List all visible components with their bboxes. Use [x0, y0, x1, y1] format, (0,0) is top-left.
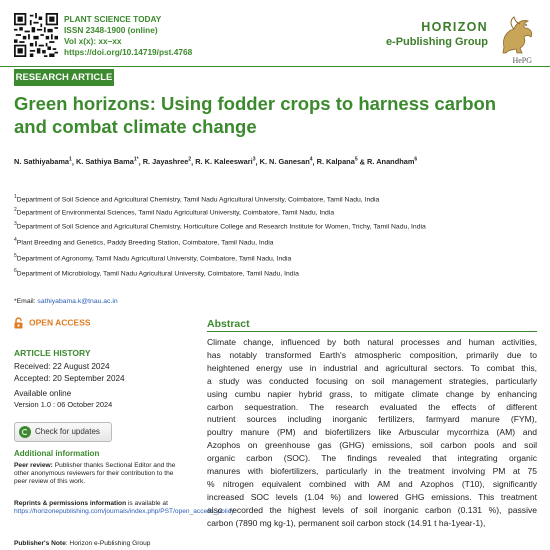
reprints-note: Reprints & permissions information is available at https://horizonepublishing.com/journals/index.php/PST/open_access_policy — [14, 500, 235, 516]
abstract-line: a study was conducted focusing on soil management strategies, particularly — [207, 375, 537, 386]
abstract-line: also recorded the highest levels of soil inorganic carbon (0.131 %), passive — [207, 504, 537, 515]
abstract-line: using cumbu napier hybrid grass, to mitigate climate change by enhancing — [207, 388, 537, 399]
publisher-name — [386, 20, 488, 49]
author: R. Anandham$^6$ — [367, 157, 418, 167]
reprints-link[interactable]: https://horizonepublishing.com/journals/index.php/PST/open_access_policy — [14, 508, 235, 516]
abstract-body — [207, 336, 537, 530]
refresh-icon — [19, 426, 31, 438]
version-info: Version 1.0 : 06 October 2024 — [14, 400, 113, 409]
abstract-line: organic carbon (SOC). The findings revealed that integrating organic — [207, 453, 537, 464]
publisher-line2: e-Publishing Group — [385, 36, 488, 48]
abstract-line: % nitrogen equivalent combined with AM and Azophos (T10), significantly — [207, 478, 537, 489]
abstract-line: manures with biofertilizers, particularly in the treatment involving PM at 75 — [207, 466, 537, 477]
affiliation: $^4$Plant Breeding and Genetics, Paddy Breeding Station, Coimbatore, Tamil Nadu, India — [14, 237, 274, 247]
journal-name: PLANT SCIENCE TODAY — [64, 14, 162, 24]
publisher-logo — [496, 13, 536, 57]
affiliation: $^1$Department of Soil Science and Agricultural Chemistry, Tamil Nadu Agricultural University, Coimbatore, Tamil Nadu, India — [14, 194, 380, 204]
publishers-note: Publisher's Note: Horizon e-Publishing Group — [14, 540, 151, 547]
journal-info — [64, 14, 192, 58]
article-history-heading: ARTICLE HISTORY — [14, 348, 91, 358]
affiliation: $^2$Department of Environmental Sciences, Tamil Nadu Agricultural University, Coimbatore, Tamil Nadu, India — [14, 207, 335, 217]
abstract-line: carbon sequestration. The research evaluated the effects of different — [207, 401, 537, 412]
author: R. Jayashree$^2$ — [142, 157, 192, 167]
abstract-heading: Abstract — [207, 318, 250, 330]
open-access-label: OPEN ACCESS — [14, 317, 91, 329]
accepted-date: Accepted: 20 September 2024 — [14, 374, 125, 383]
abstract-line: nutrient sources including inorganic fertilizers, farmyard manure (FYM), — [207, 414, 537, 425]
peer-review-note: Peer review: Publisher thanks Sectional Editor and the other anonymous reviewers for their contribution to the peer review of this work. — [14, 462, 176, 486]
affiliation: $^3$Department of Soil Science and Agricultural Chemistry, Horticulture College and Research Institute for Women, Trichy, Tamil Nadu, India — [14, 221, 426, 231]
received-date: Received: 22 August 2024 — [14, 362, 110, 371]
article-type-badge: RESEARCH ARTICLE — [14, 69, 114, 86]
journal-issn: ISSN 2348-1900 (online) — [64, 25, 158, 35]
author: R. K. Kaleeswari$^3$ — [195, 157, 256, 167]
abstract-rule — [207, 331, 537, 332]
corresponding-email: *Email: sathiyabama.k@tnau.ac.in — [14, 298, 118, 305]
doi-link[interactable]: https://doi.org/10.14719/pst.4768 — [64, 47, 193, 57]
author: K. Sathiya Bama$^{1*}$ — [75, 157, 139, 167]
author: N. Sathiyabama$^1$ — [14, 157, 72, 167]
author-list: N. Sathiyabama$^1$, K. Sathiya Bama$^{1*}$, R. Jayashree$^2$, R. K. Kaleeswari$^3$, K. N. Ganesan$^4$, R. Kalpana$^5$ & R. Anandham$^6$ — [14, 157, 418, 167]
check-for-updates-button[interactable]: Check for updates — [14, 422, 112, 442]
abstract-line: increased SOC levels (1.04 %) and lowered GHG emissions. This treatment — [207, 491, 537, 502]
abstract-line: has notably transformed Earth's atmospheric composition, primarily due to — [207, 349, 537, 360]
abstract-line: poultry manure (PM) and biofertilizers like Arbuscular mycorrhiza (AM) and — [207, 427, 537, 438]
abstract-line: Climate change, influenced by both natural processes and human activities, — [207, 337, 537, 347]
abstract-line: heightened energy use in industrial and agricultural sectors. To combat this, — [207, 362, 537, 373]
affiliation: $^5$Department of Agronomy, Tamil Nadu Agricultural University, Coimbatore, Tamil Nadu, India — [14, 253, 292, 263]
affiliation: $^6$Department of Microbiology, Tamil Nadu Agricultural University, Coimbatore, Tamil Nadu, India — [14, 268, 299, 278]
publisher-line1: HORIZON — [421, 20, 488, 34]
abstract-line: Azophos on greenhouse gas (GHG) emissions, soil carbon pools and soil — [207, 440, 537, 451]
logo-text: HePG — [512, 56, 532, 65]
open-lock-icon — [14, 317, 23, 329]
author: R. Kalpana$^5$ — [316, 157, 358, 167]
author: K. N. Ganesan$^4$ — [259, 157, 313, 167]
additional-info-heading: Additional information — [14, 449, 100, 458]
email-link[interactable]: sathiyabama.k@tnau.ac.in — [37, 298, 118, 305]
journal-volume: Vol x(x): xx–xx — [64, 36, 122, 46]
available-online: Available online — [14, 389, 72, 398]
qr-code — [14, 13, 58, 57]
article-title: Green horizons: Using fodder crops to harness carbon and combat climate change — [14, 93, 497, 137]
abstract-line: carbon (7890 mg kg-1), permanent soil carbon stock (14.91 t ha-1year-1), — [207, 517, 486, 528]
